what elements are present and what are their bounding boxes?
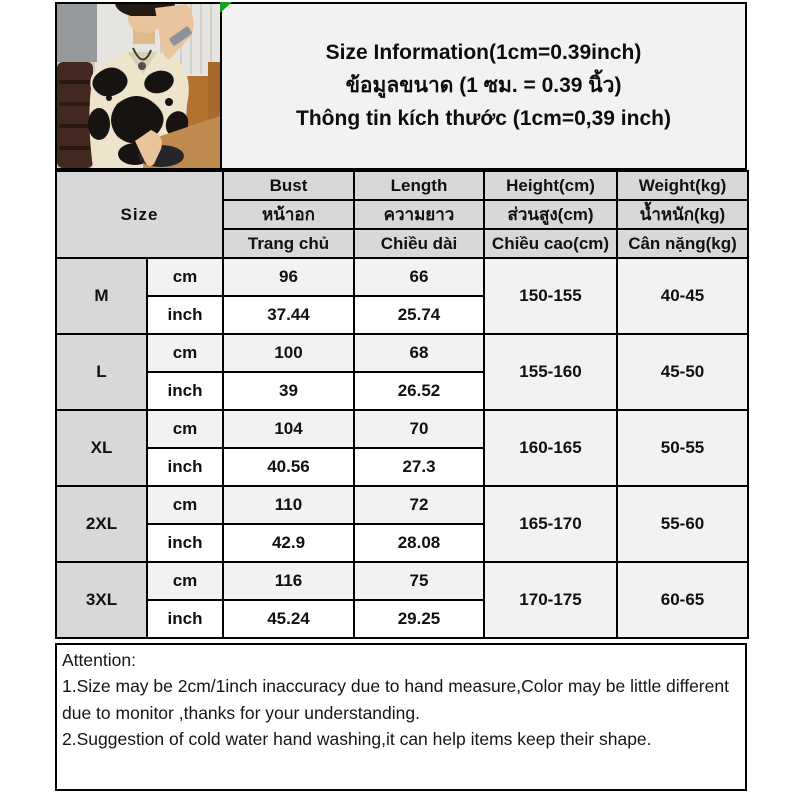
length-inch-value: 26.52 [354,372,484,410]
attention-heading: Attention: [62,650,136,670]
header-length-vi: Chiều dài [354,229,484,258]
size-table [55,170,749,639]
unit-label: inch [147,524,223,562]
title-english: Size Information(1cm=0.39inch) [325,40,642,64]
length-cm-value: 72 [354,486,484,524]
height-value: 155-160 [484,334,617,410]
height-value: 170-175 [484,562,617,638]
size-label: XL [56,410,147,486]
weight-value: 55-60 [617,486,748,562]
title-vietnamese: Thông tin kích thước (1cm=0,39 inch) [296,107,671,131]
length-cm-value: 66 [354,258,484,296]
header-height-en: Height(cm) [484,171,617,200]
table-row [56,334,748,372]
table-row [56,258,748,296]
unit-label: inch [147,372,223,410]
length-cm-value: 70 [354,410,484,448]
bust-cm-value: 96 [223,258,354,296]
header-weight-en: Weight(kg) [617,171,748,200]
length-inch-value: 28.08 [354,524,484,562]
green-corner-icon [220,2,232,13]
table-row [56,486,748,524]
table-row [56,410,748,448]
length-inch-value: 25.74 [354,296,484,334]
length-cm-value: 68 [354,334,484,372]
unit-label: cm [147,258,223,296]
height-value: 160-165 [484,410,617,486]
weight-value: 40-45 [617,258,748,334]
top-section [55,2,747,170]
size-label: 3XL [56,562,147,638]
header-bust-en: Bust [223,171,354,200]
header-weight-th: น้ำหนัก(kg) [617,200,748,229]
attention-note-1: 1.Size may be 2cm/1inch inaccuracy due to hand measure,Color may be little different due to monitor ,thanks for your understanding. [62,676,729,723]
weight-value: 50-55 [617,410,748,486]
attention-box [55,643,747,791]
header-length-en: Length [354,171,484,200]
size-label: 2XL [56,486,147,562]
size-label: M [56,258,147,334]
bust-inch-value: 42.9 [223,524,354,562]
bust-cm-value: 104 [223,410,354,448]
bust-cm-value: 100 [223,334,354,372]
bust-inch-value: 45.24 [223,600,354,638]
header-bust-vi: Trang chủ [223,229,354,258]
unit-label: cm [147,334,223,372]
length-cm-value: 75 [354,562,484,600]
unit-label: inch [147,600,223,638]
height-value: 165-170 [484,486,617,562]
bust-cm-value: 110 [223,486,354,524]
unit-label: cm [147,410,223,448]
bust-inch-value: 40.56 [223,448,354,486]
corner-size-label: Size [56,171,223,258]
height-value: 150-155 [484,258,617,334]
length-inch-value: 27.3 [354,448,484,486]
attention-note-2: 2.Suggestion of cold water hand washing,it can help items keep their shape. [62,728,652,749]
size-chart-page [55,2,747,791]
length-inch-value: 29.25 [354,600,484,638]
header-height-th: ส่วนสูง(cm) [484,200,617,229]
weight-value: 45-50 [617,334,748,410]
header-length-th: ความยาว [354,200,484,229]
unit-label: inch [147,448,223,486]
bust-inch-value: 37.44 [223,296,354,334]
weight-value: 60-65 [617,562,748,638]
title-thai: ข้อมูลขนาด (1 ซม. = 0.39 นิ้ว) [345,73,622,97]
unit-label: inch [147,296,223,334]
unit-label: cm [147,486,223,524]
bust-inch-value: 39 [223,372,354,410]
product-photo-illustration [57,4,220,168]
unit-label: cm [147,562,223,600]
title-box [220,2,747,170]
size-label: L [56,334,147,410]
bust-cm-value: 116 [223,562,354,600]
header-height-vi: Chiều cao(cm) [484,229,617,258]
product-photo [55,2,222,170]
header-weight-vi: Cân nặng(kg) [617,229,748,258]
header-bust-th: หน้าอก [223,200,354,229]
table-row [56,562,748,600]
